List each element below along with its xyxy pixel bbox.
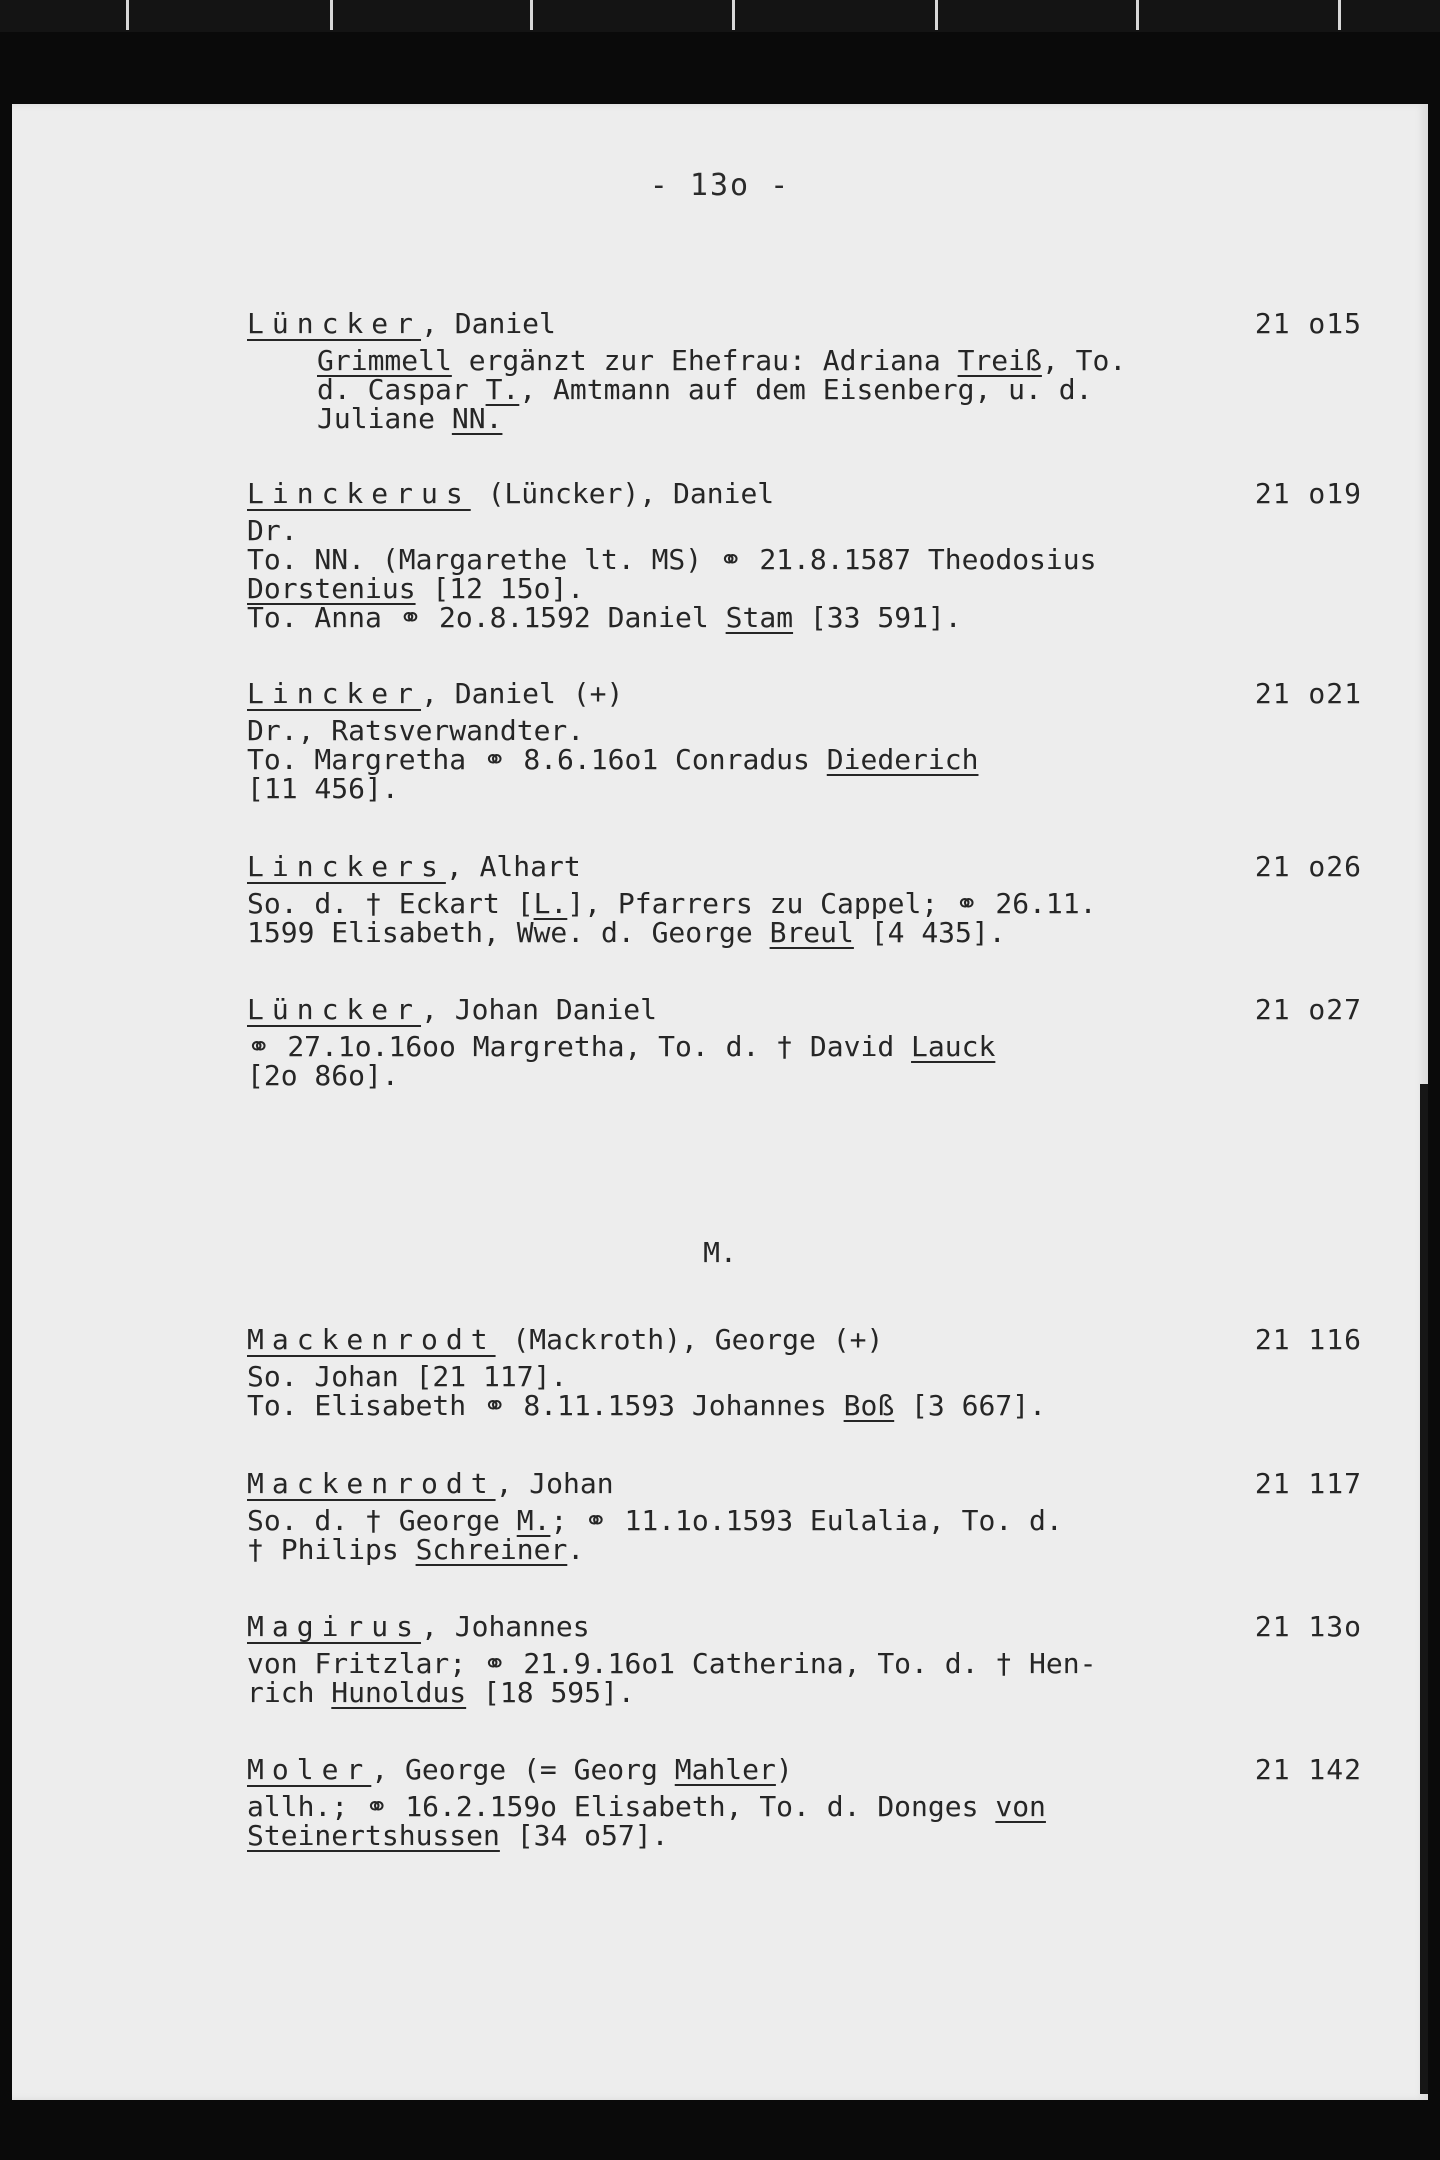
entry [247,674,1362,803]
entry-body [247,1649,1362,1707]
section-letter: M. [703,1236,737,1269]
underlined-name: Hunoldus [331,1676,467,1709]
entry-given-name: , Johan Daniel [421,993,658,1026]
entry-text: [3 667]. [894,1389,1046,1422]
underlined-name: NN. [451,402,503,435]
ruler-tick [330,0,333,30]
entry-number: 21 o21 [1254,677,1362,710]
scanner-top-bar [0,0,1440,32]
entry-line [247,603,1362,632]
ruler-tick [1136,0,1139,30]
entry-line [247,1391,1362,1420]
entry-text: [18 595]. [466,1676,635,1709]
entry-heading [247,847,1362,887]
underlined-name: Boß [843,1389,895,1422]
entry-line [247,1821,1362,1850]
entry-text: Juliane [317,402,452,435]
entry-heading [247,990,1362,1030]
entry-text: So. Johan [21 117]. [247,1360,568,1393]
entry-text: To. Anna ⚭ 2o.8.1592 Daniel [247,601,726,634]
entry-heading [247,1320,1362,1360]
entry-body [247,889,1362,947]
entry-surname: Linckers [247,850,446,883]
underlined-name: T. [485,373,520,406]
entry-body [247,1032,1362,1090]
entry-given-name: , Johan [495,1467,614,1500]
entry-line [247,1061,1362,1090]
entry-line [247,1362,1362,1391]
underlined-name: Lauck [911,1030,996,1063]
entry-text: [4 435]. [853,916,1006,949]
entry-line [247,745,1362,774]
entry-text: [2o 86o]. [247,1059,399,1092]
underlined-name: Steinertshussen [247,1819,500,1852]
entry-text: von Fritzlar; ⚭ 21.9.16o1 Catherina, To. d. † Hen- [247,1647,1097,1680]
entry-line [247,1506,1362,1535]
entry-text: . [567,1533,585,1566]
underlined-name: Treiß [957,344,1042,377]
entry-text: , Amtmann auf dem Eisenberg, u. d. [519,373,1093,406]
entry-surname: Mackenrodt [247,1323,496,1356]
entry [247,304,1362,433]
entry-given-name: , Alhart [445,850,581,883]
entry-text: rich [247,1676,332,1709]
entry-text: ; ⚭ 11.1o.1593 Eulalia, To. d. [550,1504,1063,1537]
entry-line [247,1535,1362,1564]
entry-text: Dr., Ratsverwandter. [247,714,585,747]
entry [247,1607,1362,1707]
entry-heading [247,304,1362,344]
entry-given-name: (Lüncker), Daniel [470,477,775,510]
entry-body [247,1792,1362,1850]
entry-body [247,1362,1362,1420]
ruler-tick [530,0,533,30]
entry-surname: Mackenrodt [247,1467,496,1500]
entry-number: 21 13o [1254,1610,1362,1643]
entry-line [247,375,1362,404]
entry [247,1750,1362,1850]
entry-line [247,545,1362,574]
entry-heading [247,674,1362,714]
entry [247,474,1362,632]
entry-text: [33 591]. [793,601,962,634]
entry-line [247,516,1362,545]
entry-text: Dr. [247,514,298,547]
entry-line [247,574,1362,603]
underlined-name: Diederich [826,743,979,776]
entry-heading [247,1607,1362,1647]
entry [247,1464,1362,1564]
entry-line [247,716,1362,745]
entry-surname: Lüncker [247,993,422,1026]
entry-text: † Philips [247,1533,416,1566]
entry-body [247,1506,1362,1564]
entry-text: allh.; ⚭ 16.2.159o Elisabeth, To. d. Donges [247,1790,996,1823]
entry-text: d. Caspar [317,373,486,406]
ruler-tick [732,0,735,30]
entry-given-name: , Johannes [421,1610,590,1643]
entry-number: 21 117 [1254,1467,1362,1500]
underlined-name: Dorstenius [247,572,416,605]
entry-text: 1599 Elisabeth, Wwe. d. George [247,916,770,949]
entry-line [247,889,1362,918]
entry-body [247,516,1362,632]
entry-surname: Moler [247,1753,372,1786]
entry-line [247,918,1362,947]
entry-given-name: , George (= Georg [371,1753,675,1786]
entry-line [247,774,1362,803]
entry-text: ⚭ 27.1o.16oo Margretha, To. d. † David [247,1030,912,1063]
entry-text: ergänzt zur Ehefrau: Adriana [451,344,958,377]
entry-heading [247,474,1362,514]
entry-line [247,1649,1362,1678]
entry-surname: Linckerus [247,477,471,510]
entry-line [247,1792,1362,1821]
entry-heading-end: ) [775,1753,793,1786]
entry-line [247,346,1362,375]
entry-number: 21 o26 [1254,850,1362,883]
page-number: - 13o - [649,168,791,203]
entry-text: To. Elisabeth ⚭ 8.11.1593 Johannes [247,1389,844,1422]
underlined-name: M. [516,1504,551,1537]
entry-heading [247,1464,1362,1504]
entry-number: 21 142 [1254,1753,1362,1786]
entry-text: So. d. † George [247,1504,517,1537]
entry-text: To. Margretha ⚭ 8.6.16o1 Conradus [247,743,827,776]
entry-surname: Lincker [247,677,422,710]
entry-text: So. d. † Eckart [ [247,887,534,920]
entry-surname: Lüncker [247,307,422,340]
entry-number: 21 o19 [1254,477,1362,510]
entry-given-name: (Mackroth), George (+) [495,1323,884,1356]
entry-given-name: , Daniel [421,307,556,340]
entry-text: [34 o57]. [499,1819,669,1852]
underlined-name: Breul [769,916,854,949]
underlined-name: von [995,1790,1046,1823]
entry-text: ], Pfarrers zu Cappel; ⚭ 26.11. [567,887,1097,920]
underlined-name: Schreiner [415,1533,568,1566]
entry [247,847,1362,947]
entry-number: 21 116 [1254,1323,1362,1356]
entry-body [247,346,1362,433]
entry-text: , To. [1041,344,1127,377]
ruler-tick [935,0,938,30]
entry-line [247,1032,1362,1061]
entry-text: To. NN. (Margarethe lt. MS) ⚭ 21.8.1587 Theodosius [247,543,1097,576]
entry [247,990,1362,1090]
entry-text: [11 456]. [247,772,399,805]
entry-name-variant: Mahler [674,1753,776,1786]
entry [247,1320,1362,1420]
document-page [12,104,1428,2100]
ruler-tick [1338,0,1341,30]
entry-text: [12 15o]. [415,572,585,605]
underlined-name: Stam [725,601,794,634]
underlined-name: L. [533,887,568,920]
entry-surname: Magirus [247,1610,422,1643]
ruler-tick [126,0,129,30]
entry-given-name: , Daniel (+) [421,677,624,710]
entry-number: 21 o27 [1254,993,1362,1026]
entry-line [247,404,1362,433]
entry-body [247,716,1362,803]
entry-heading [247,1750,1362,1790]
entry-line [247,1678,1362,1707]
entry-number: 21 o15 [1254,307,1362,340]
underlined-name: Grimmell [317,344,452,377]
